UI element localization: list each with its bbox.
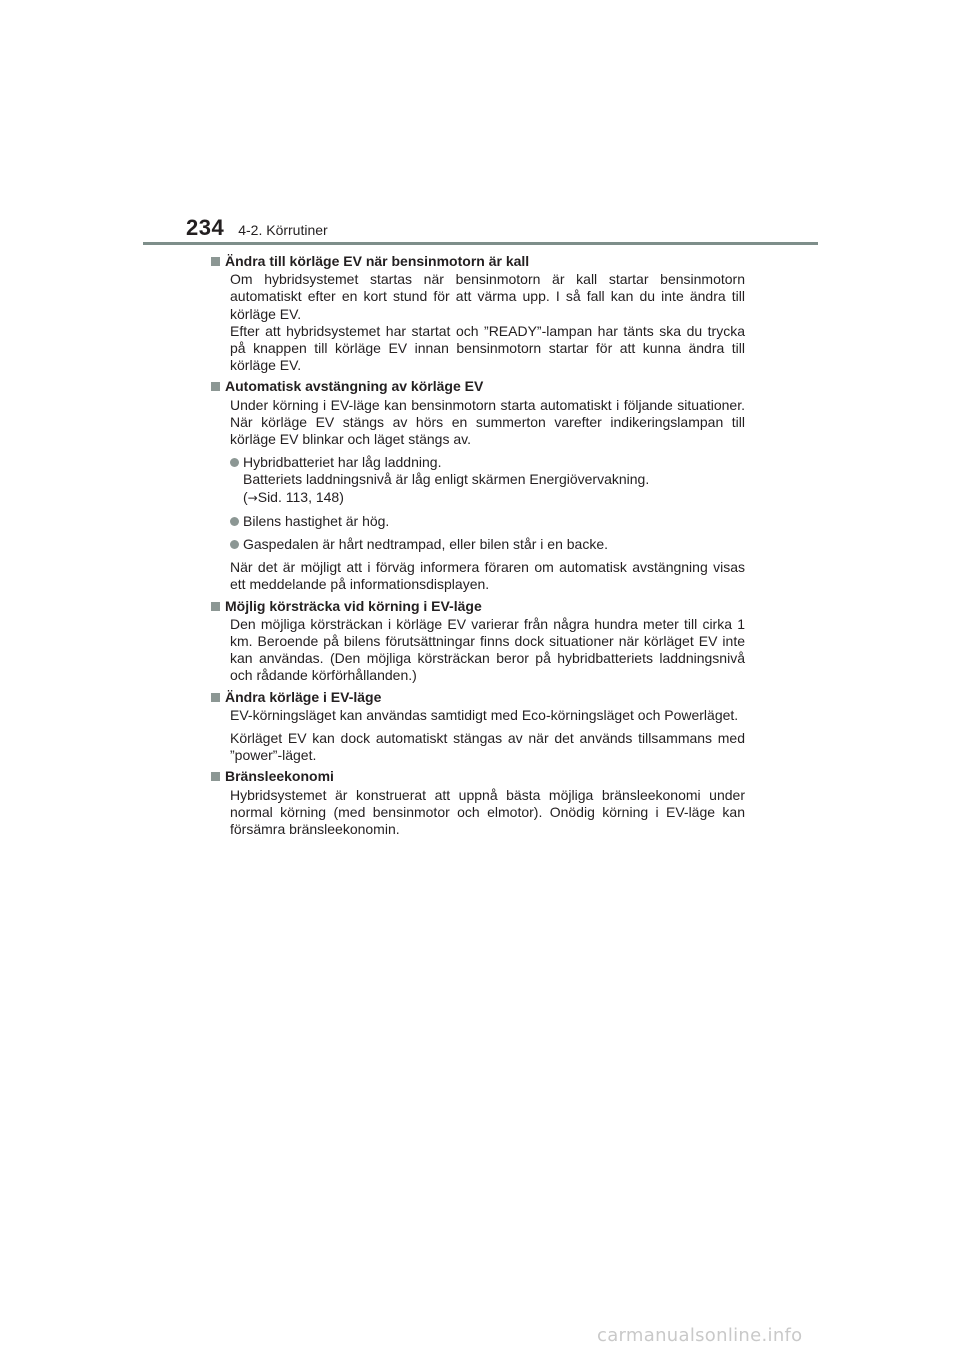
section-title-text: Ändra till körläge EV när bensinmotorn är kall bbox=[225, 253, 530, 269]
list-item-text: Gaspedalen är hårt nedtrampad, eller bilen står i en backe. bbox=[243, 536, 608, 553]
square-bullet-icon bbox=[211, 382, 220, 391]
list-item-text bbox=[243, 454, 745, 507]
circle-bullet-icon bbox=[230, 458, 239, 467]
reference-text: Sid. 113, 148) bbox=[257, 488, 344, 505]
section-auto-ev-off bbox=[211, 378, 745, 593]
section-body bbox=[230, 616, 745, 685]
section-title-text: Ändra körläge i EV-läge bbox=[225, 688, 382, 705]
section-body bbox=[230, 397, 745, 594]
paragraph: Körläget EV kan dock automatiskt stängas av när det används tillsammans med ”power”-läget. bbox=[230, 730, 745, 764]
page-reference bbox=[243, 489, 745, 507]
section-body bbox=[230, 787, 745, 839]
section-title bbox=[211, 768, 745, 785]
page-number: 234 bbox=[186, 215, 225, 240]
list-item-line: Batteriets laddningsnivå är låg enligt skärmen Energiövervakning. bbox=[243, 471, 650, 488]
section-title bbox=[211, 253, 745, 270]
reference-open: ( bbox=[243, 488, 248, 505]
square-bullet-icon bbox=[211, 257, 220, 266]
section-title bbox=[211, 378, 745, 395]
paragraph: Hybridsystemet är konstruerat att uppnå bästa möjliga bränsleekonomi under normal körning (med bensinmotor och elmotor). Onödig körning i EV-läge kan försämra bränsleekonomin. bbox=[230, 786, 745, 838]
square-bullet-icon bbox=[211, 693, 220, 702]
paragraph: Under körning i EV-läge kan bensinmotorn starta automatiskt i följande situationer. När körläge EV stängs av hörs en summerton varefter indikeringslampan till körläge EV blinkar och läget stängs av. bbox=[230, 396, 745, 448]
section-body bbox=[230, 271, 745, 374]
list-item-text: Bilens hastighet är hög. bbox=[243, 512, 390, 529]
page-content bbox=[211, 253, 745, 842]
list-item-line: Hybridbatteriet har låg laddning. bbox=[243, 454, 442, 471]
paragraph: Den möjliga körsträckan i körläge EV varierar från några hundra meter till cirka 1 km. Beroende på bilens förutsättningar finns dock situationer när körläget EV inte kan användas. (Den möjliga körsträckan beror på hybridbatteriets laddningsnivå och rådande körförhållanden.) bbox=[230, 615, 745, 684]
section-title-text: Möjlig körsträcka vid körning i EV-läge bbox=[225, 597, 482, 614]
section-ev-cold-engine bbox=[211, 253, 745, 374]
circle-bullet-icon bbox=[230, 540, 239, 549]
section-change-mode bbox=[211, 689, 745, 765]
section-title-text: Automatisk avstängning av körläge EV bbox=[225, 378, 484, 395]
circle-bullet-icon bbox=[230, 517, 239, 526]
page-header bbox=[186, 215, 328, 243]
paragraph: Efter att hybridsystemet har startat och ”READY”-lampan har tänts ska du trycka på knappen till körläge EV innan bensinmotorn startar för att kunna ändra till körläge EV. bbox=[230, 322, 745, 374]
section-title bbox=[211, 689, 745, 706]
watermark-text: carmanualsonline.info bbox=[597, 1325, 803, 1346]
list-item bbox=[230, 536, 745, 553]
section-body bbox=[230, 707, 745, 765]
header-rule bbox=[143, 242, 818, 245]
list-item bbox=[230, 513, 745, 530]
arrow-right-icon: → bbox=[247, 490, 258, 505]
paragraph: När det är möjligt att i förväg informera föraren om automatisk avstängning visas ett meddelande på informationsdisplayen. bbox=[230, 559, 745, 593]
section-ev-range bbox=[211, 598, 745, 685]
square-bullet-icon bbox=[211, 772, 220, 781]
list-item bbox=[230, 454, 745, 507]
section-title bbox=[211, 598, 745, 615]
chapter-title: 4-2. Körrutiner bbox=[238, 222, 328, 238]
section-title-text: Bränsleekonomi bbox=[225, 768, 334, 785]
paragraph: EV-körningsläget kan användas samtidigt med Eco-körningsläget och Powerläget. bbox=[230, 706, 739, 723]
paragraph: Om hybridsystemet startas när bensinmotorn är kall startar bensinmotorn automatiskt efter en kort stund för att värma upp. I så fall kan du inte ändra till körläge EV. bbox=[230, 271, 745, 322]
square-bullet-icon bbox=[211, 602, 220, 611]
section-fuel-economy bbox=[211, 768, 745, 838]
